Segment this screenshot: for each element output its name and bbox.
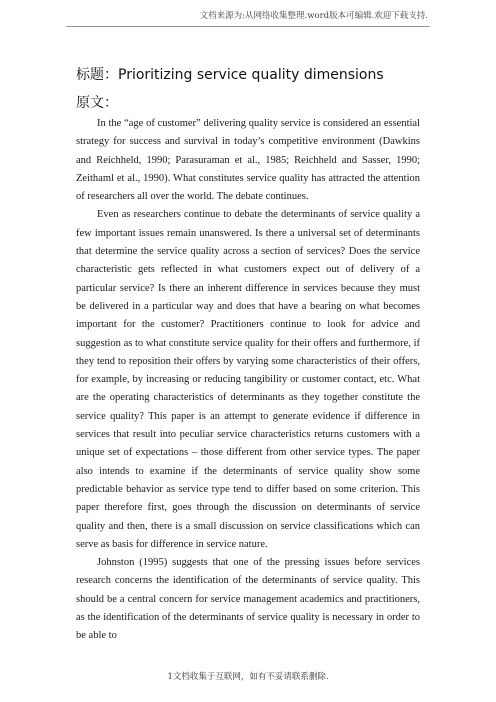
page-footer: 1文档收集于互联网，如有不妥请联系删除.: [167, 672, 329, 682]
body-text: [76, 115, 420, 646]
paragraph-2: Even as researchers continue to debate the determinants of service quality a few important issues remain unanswered. Is there a universal set of determinants that determine the service quality across a section of services? Does the service characteristic gets reflected in what customers expect out of delivery of a particular service? Is there an inherent difference in services because they must be delivered in a particular way and does that have a bearing on what becomes important for the customer? Practitioners continue to look for advice and suggestion as to what constitute service quality for their offers and furthermore, if they tend to reposition their offers by varying some characteristics of their offers, for example, by increasing or reducing tangibility or customer contact, etc. What are the operating characteristics of determinants as they together constitute the service quality? This paper is an attempt to generate evidence if difference in services that result into peculiar service characteristics returns customers with a unique set of expectations – those different from other service types. The paper also intends to examine if the determinants of service quality show some predictable behavior as service type tend to differ based on some criterion. This paper therefore first, goes through the discussion on determinants of service quality and then, there is a small discussion on service classifications which can serve as basis for difference in service nature.: [76, 209, 420, 550]
section-label: 原文：: [76, 95, 118, 111]
paragraph-3: Johnston (1995) suggests that one of the pressing issues before services research concerns the identification of the determinants of service quality. This should be a central concern for service management academics and practitioners, as the identification of the determinants of service quality is necessary in order to be able to: [76, 557, 420, 642]
header-rule: [66, 26, 430, 27]
document-title: 标题：Prioritizing service quality dimensions: [76, 67, 384, 83]
page-header: 文档来源为:从网络收集整理.word版本可编辑.欢迎下载支持.: [199, 11, 428, 21]
paragraph-1: In the “age of customer” delivering quality service is considered an essential strategy for success and survival in today’s competitive environment (Dawkins and Reichheld, 1990; Parasuraman et al., 1985; Reichheld and Sasser, 1990; Zeithaml et al., 1990). What constitutes service quality has attracted the attention of researchers all over the world. The debate continues.: [76, 118, 420, 203]
